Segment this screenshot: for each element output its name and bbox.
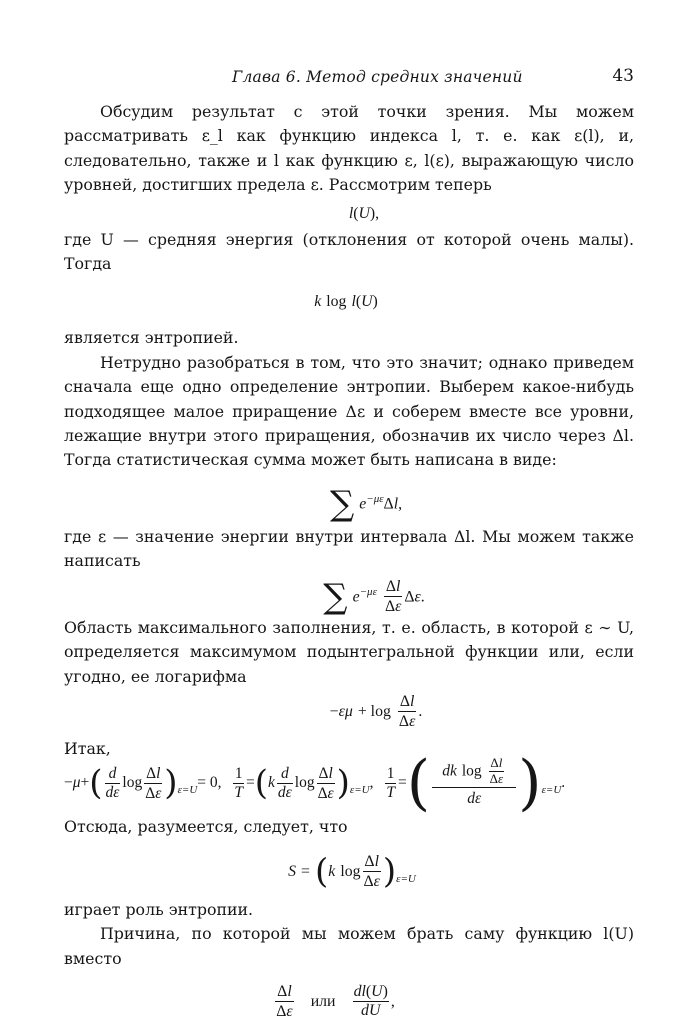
paragraph-1: Обсудим результат с этой точки зрения. Мы можем рассматривать ε_l как функцию индекса l, т. е. как ε(l), и, следовательно, также и l как функцию ε, l(ε), выражающую число уровней, достигших предела ε. Рассмотрим теперь	[64, 102, 634, 195]
paragraph-9: играет роль энтропии.	[64, 899, 254, 919]
paragraph-8: Отсюда, разумеется, следует, что	[64, 817, 348, 837]
paragraph-6: Область максимального заполнения, т. е. область, в которой ε ∼ U, определяется максимумом подынтегральной функции или, если угодно, ее логарифма	[64, 617, 634, 686]
running-header	[64, 68, 634, 92]
paragraph-10: Причина, по которой мы можем брать саму функцию l(U) вместо	[64, 924, 634, 968]
formula-sum-ratio: ∑ $e^{-\mu\varepsilon}$ $\frac{\Delta l}{\Delta\varepsilon}$ Δε.	[323, 576, 425, 617]
paragraph-2: где U — средняя энергия (отклонения от которой очень малы). Тогда	[64, 229, 634, 274]
paragraph-7: Итак,	[64, 738, 111, 758]
formula-entropy-s: S = (k log $\frac{\Delta l}{\Delta\varepsilon}$ )$_{\varepsilon=U}$	[288, 851, 416, 892]
page-number: 43	[612, 66, 634, 86]
formula-ratio-or-derivative: $\frac{\Delta l}{\Delta\varepsilon}$ или $\frac{dl(U)}{dU}$ ,	[276, 982, 395, 1020]
paragraph-5: где ε — значение энергии внутри интервала Δl. Мы можем также написать	[64, 526, 634, 571]
formula-sum-delta-l: ∑ $e^{-\mu\varepsilon}\Delta l$,	[329, 483, 403, 524]
formula-temperature: −μ+( $\frac{d}{d\varepsilon}$ log $\frac{\Delta l}{\Delta\varepsilon}$ )$_{\varepsilon=U}= 0$, $\frac{1}{T}$ =(k $\frac{d}{d\varepsilon}$ log $\frac{\Delta l}{\Delta\varepsilon}$ )$_{\varepsilon=U}$, $\frac{1}{T}$ =( dk log $\frac{\Delta l}{\Delta\varepsilon}$ dε )$_{\varepsilon=U}$.	[64, 748, 566, 819]
paragraph-3: является энтропией.	[64, 328, 239, 348]
formula-log-max: −εμ + log $\frac{\Delta l}{\Delta\varepsilon}$ .	[329, 692, 423, 730]
word-or: или	[310, 992, 336, 1010]
formula-k-log-l: k log l(U)	[314, 293, 378, 311]
formula-l-of-u: l(U),	[348, 204, 380, 222]
paragraph-4: Нетрудно разобраться в том, что это значит; однако приведем сначала еще одно определение энтропии. Выберем какое-нибудь подходящее малое приращение Δε и соберем вместе все уровни, лежащие внутри этого приращения, обозначив их число через Δl. Тогда статистическая сумма может быть написана в виде:	[64, 352, 634, 470]
running-title: Глава 6. Метод средних значений	[232, 68, 523, 86]
page-body	[64, 100, 634, 1031]
